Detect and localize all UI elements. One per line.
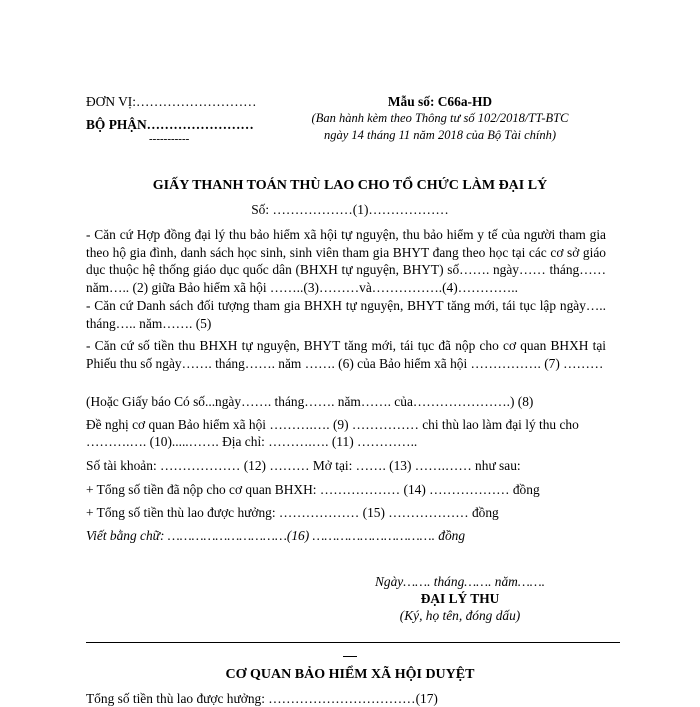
document-title: GIẤY THANH TOÁN THÙ LAO CHO TỔ CHỨC LÀM ĐẠI LÝ [152,178,548,193]
header-dashes: ----------- [149,133,190,145]
document-number: Số: ………………(1)……………… [251,202,449,217]
issued-by-line-1: (Ban hành kèm theo Thông tư số 102/2018/TT-BTC [311,111,569,125]
paragraph-contract-basis: - Căn cứ Hợp đồng đại lý thu bảo hiểm xã hội tự nguyện, thu bảo hiểm y tế của người tham gia theo hộ gia đình, danh sách học sinh, sinh viên tham gia BHYT đang theo học tại các cơ sở giáo dục thuộc hệ thống giáo dục quốc dân (BHXH tự nguyện, BHYT) số……. ngày…… tháng…… năm….. (2) giữa Bảo hiểm xã hội ……..(3)………và…………….(4)………….. [86,227,606,295]
section-divider [86,642,620,643]
total-paid-line: + Tổng số tiền đã nộp cho cơ quan BHXH: ……………… (14) ……………… đồng [86,482,540,497]
request-line: Đề nghị cơ quan Bảo hiểm xã hội ……….…. (9) …………… chi thù lao làm đại lý thu cho [86,417,579,432]
form-code: Mẫu số: C66a-HD [387,94,493,109]
credit-note-line: (Hoặc Giấy báo Có số...ngày……. tháng……. năm……. của………………….) (8) [86,394,534,409]
approval-total-line: Tổng số tiền thù lao được hưởng: ……………………………(17) [86,691,438,706]
paragraph-payment-basis: - Căn cứ số tiền thu BHXH tự nguyện, BHYT tăng mới, tái tục đã nộp cho cơ quan BHXH tại Phiếu thu số ngày……. tháng……. năm ……. (6) của Bảo hiểm xã hội ……………. (7) ……… [86,338,606,371]
signature-note: (Ký, họ tên, đóng dấu) [399,608,521,623]
short-dash [343,656,357,657]
signature-date: Ngày……. tháng……. năm……. [374,574,545,589]
department-field: BỘ PHẬN…………………… [86,117,254,132]
agent-address-line: ……….…. (10).....……. Địa chỉ: ……….…. (11) ………….. [86,434,418,449]
approval-title: CƠ QUAN BẢO HIỂM XÃ HỘI DUYỆT [225,667,475,682]
paragraph-participant-list: - Căn cứ Danh sách đối tượng tham gia BHXH tự nguyện, BHYT tăng mới, tái tục lập ngày….. tháng….. năm……. (5) [86,298,606,331]
total-fee-line: + Tổng số tiền thù lao được hưởng: ……………… (15) ……………… đồng [86,505,499,520]
amount-in-words-line: Viết bằng chữ: …………………………(16) …………………………. đồng [86,528,466,543]
signature-role: ĐẠI LÝ THU [420,591,500,606]
issued-by-line-2: ngày 14 tháng 11 năm 2018 của Bộ Tài chính) [323,128,557,142]
unit-field: ĐƠN VỊ:……………………… [86,94,257,109]
bank-account-line: Số tài khoản: ……………… (12) ……… Mở tại: ……. (13) …….…… như sau: [86,458,521,473]
